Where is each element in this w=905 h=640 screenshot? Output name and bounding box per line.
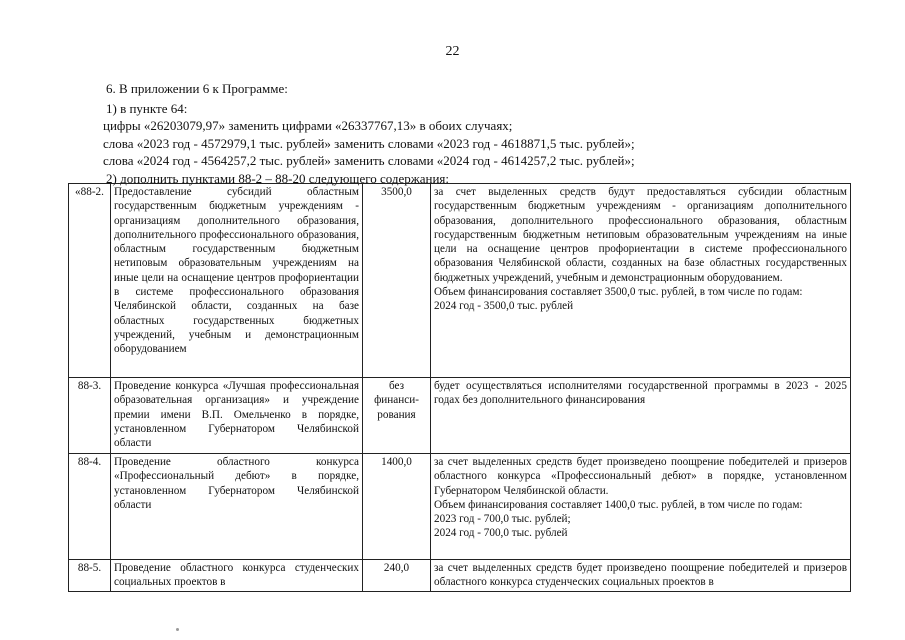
item-description: Проведение конкурса «Лучшая профессиональная образовательная организация» и учреждение премии имени В.П. Омельченко в порядке, установленном Губернатором Челябинской области	[111, 378, 363, 454]
detail-text: за счет выделенных средств будет произведено поощрение победителей и призеров областного конкурса «Профессиональный дебют» в порядке, установленном Губернатором Челябинской области.	[434, 456, 847, 497]
detail-text: за счет выделенных средств будет произведено поощрение победителей и призеров областного конкурса студенческих социальных проектов в	[434, 562, 847, 589]
item-amount: 3500,0	[363, 184, 431, 378]
item-number: 88-3.	[69, 378, 111, 454]
detail-text: 2023 год - 700,0 тыс. рублей;	[434, 513, 571, 526]
item-number: 88-4.	[69, 454, 111, 560]
program-items-table	[68, 183, 851, 592]
item-details	[431, 184, 851, 378]
page-number: 22	[445, 44, 460, 59]
detail-text: Объем финансирования составляет 1400,0 тыс. рублей, в том числе по годам:	[434, 498, 803, 511]
item-details	[431, 378, 851, 454]
item-amount: 240,0	[363, 560, 431, 592]
item-amount: без финанси-рования	[363, 378, 431, 454]
intro-line-6: 2) дополнить пунктами 88-2 – 88-20 следующего содержания:	[106, 170, 450, 186]
table-row	[69, 378, 851, 454]
detail-text: за счет выделенных средств будут предоставляться субсидии областным государственным бюджетным учреждениям - организациям дополнительного образования, дополнительного профессионального образования, областным государственным бюджетным нетиповым образовательным учреждениям на иные цели на оснащение центров профориентации в системе профессионального образования Челябинской области, созданных на базе областных государственных бюджетных учреждений, учебным и демонстрационным оборудованием.	[434, 186, 847, 284]
item-description: Предоставление субсидий областным государственным бюджетным учреждениям - организациям дополнительного образования, дополнительного профессионального образования, областным государственным бюджетным нетиповым образовательным учреждениям на иные цели на оснащение центров профориентации в системе профессионального образования Челябинской области, созданных на базе областных государственных бюджетных учреждений, учебным и демонстрационным оборудованием	[111, 184, 363, 378]
intro-line-2: 1) в пункте 64:	[106, 100, 188, 116]
table-row	[69, 454, 851, 560]
intro-line-5: слова «2024 год - 4564257,2 тыс. рублей» заменить словами «2024 год - 4614257,2 тыс. рублей»;	[103, 153, 635, 168]
item-details	[431, 560, 851, 592]
detail-text: 2024 год - 3500,0 тыс. рублей	[434, 300, 574, 313]
intro-line-4: слова «2023 год - 4572979,1 тыс. рублей» заменить словами «2023 год - 4618871,5 тыс. рублей»;	[103, 135, 635, 151]
detail-text: 2024 год - 700,0 тыс. рублей	[434, 527, 568, 540]
item-number: «88-2.	[69, 184, 111, 378]
item-description: Проведение областного конкурса «Профессиональный дебют» в порядке, установленном Губернатором Челябинской области	[111, 454, 363, 560]
intro-line-3: цифры «26203079,97» заменить цифрами «26337767,13» в обоих случаях;	[103, 118, 513, 133]
item-details	[431, 454, 851, 560]
item-number: 88-5.	[69, 560, 111, 592]
item-description: Проведение областного конкурса студенческих социальных проектов в	[111, 560, 363, 592]
detail-text: будет осуществляться исполнителями государственной программы в 2023 - 2025 годах без дополнительного финансирования	[434, 380, 847, 407]
table-row	[69, 560, 851, 592]
table-row	[69, 184, 851, 378]
intro-line-1: 6. В приложении 6 к Программе:	[106, 81, 288, 96]
detail-text: Объем финансирования составляет 3500,0 тыс. рублей, в том числе по годам:	[434, 286, 803, 299]
amendment-intro	[103, 80, 846, 187]
scan-speck	[176, 628, 179, 631]
item-amount: 1400,0	[363, 454, 431, 560]
